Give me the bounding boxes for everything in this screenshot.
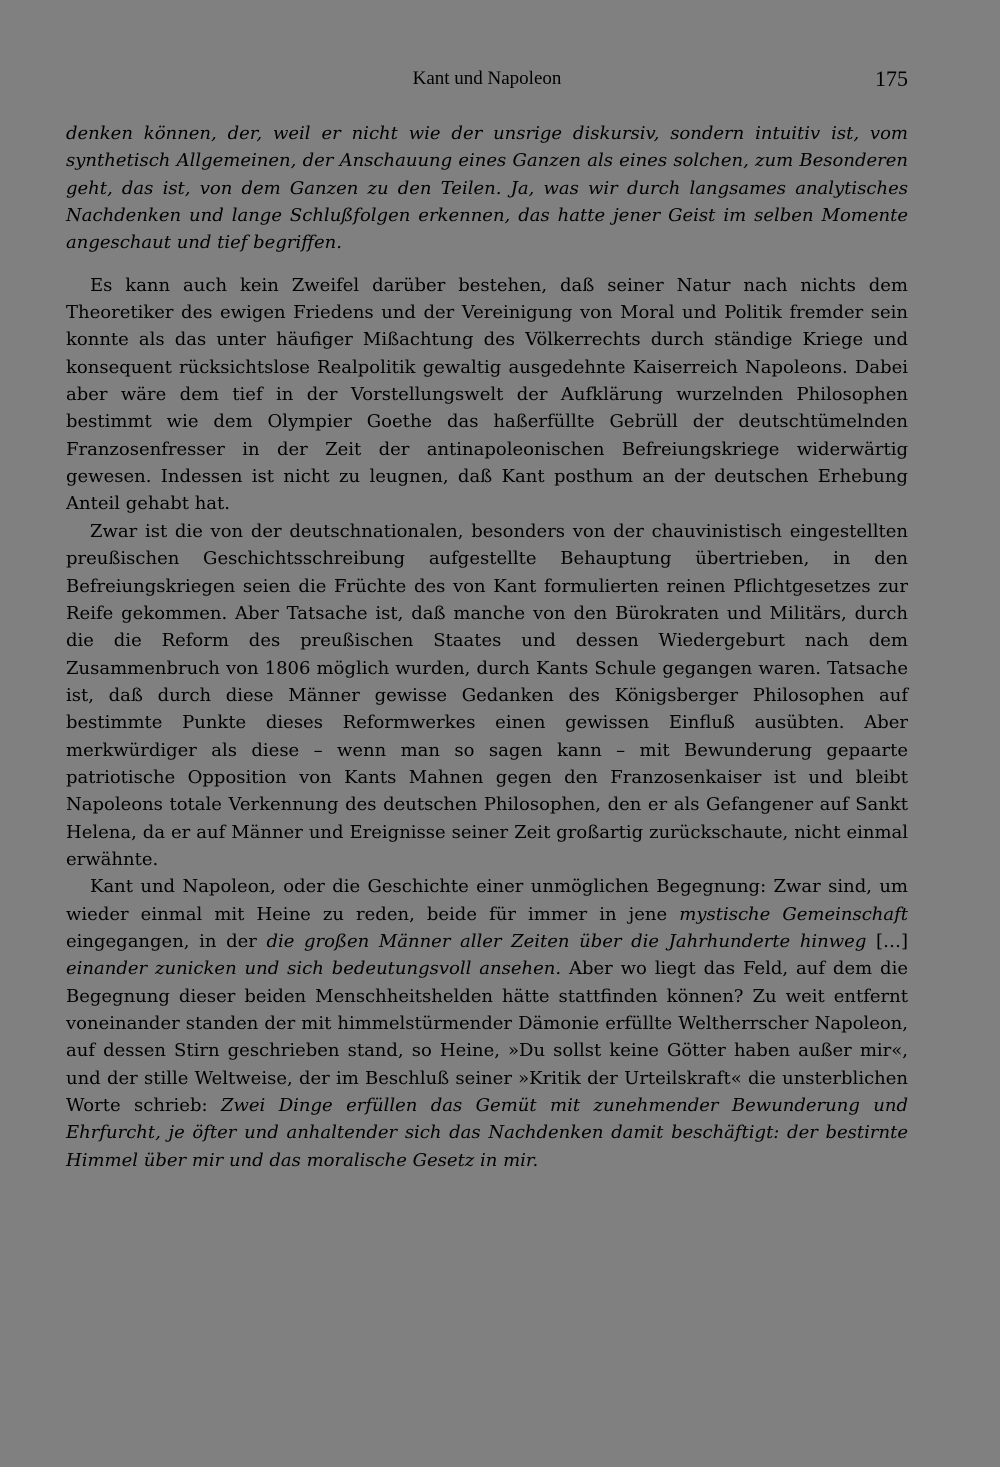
paragraph-2: Es kann auch kein Zweifel darüber bestehen, daß seiner Natur nach nichts dem Theoretiker des ewigen Friedens und der Vereinigung von Moral und Politik fremder sein konnte als das unter häufiger Mißachtung des Völkerrechts durch ständige Kriege und konsequent rücksichtslose Realpolitik gewaltig ausgedehnte Kaiserreich Napoleons. Dabei aber wäre dem tief in der Vorstellungswelt der Aufklärung wurzelnden Philosophen bestimmt wie dem Olympier Goethe das haßerfüllte Gebrüll der deutschtümelnden Franzosenfresser in der Zeit der antinapoleonischen Befreiungskriege widerwärtig gewesen. Indessen ist nicht zu leugnen, daß Kant posthum an der deutschen Erhebung Anteil gehabt hat. — [66, 274, 908, 515]
p4-italic-heine-quote-2: einander zunicken und sich bedeutungsvoll ansehen. — [66, 958, 562, 980]
paragraph-3: Zwar ist die von der deutschnationalen, besonders von der chauvinistisch eingestellten preußischen Geschichtsschreibung aufgestellte Behauptung übertrieben, in den Befreiungskriegen seien die Früchte des von Kant formulierten reinen Pflichtgesetzes zur Reife gekommen. Aber Tatsache ist, daß manche von den Bürokraten und Militärs, durch die die Reform des preußischen Staates und dessen Wiedergeburt nach dem Zusammenbruch von 1806 möglich wurden, durch Kants Schule gegangen waren. Tatsache ist, daß durch diese Männer gewisse Gedanken des Königsberger Philosophen auf bestimmte Punkte dieses Reformwerkes einen gewissen Einfluß ausübten. Aber merkwürdiger als diese – wenn man so sagen kann – mit Bewunderung gepaarte patriotische Opposition von Kants Mahnen gegen den Franzosenkaiser ist und bleibt Napoleons totale Verkennung des deutschen Philosophen, den er als Gefangener auf Sankt Helena, da er auf Männer und Ereignisse seiner Zeit großartig zurückschaute, nicht einmal erwähnte. — [66, 520, 908, 870]
p4-text-2: eingegangen, in der — [66, 930, 267, 952]
running-head — [66, 66, 908, 96]
body-text — [66, 120, 908, 1174]
p4-italic-heine-quote-1: die großen Männer aller Zeiten über die Jahrhunderte hinweg — [266, 930, 867, 952]
p4-text-1: Kant und Napoleon, oder die Geschichte einer unmöglichen Begegnung: Zwar sind, um wieder einmal mit Heine zu reden, beide für immer in jene — [66, 876, 908, 925]
paragraph-quote-continuation: denken können, der, weil er nicht wie der unsrige diskursiv, sondern intuitiv ist, vom synthetisch Allgemeinen, der Anschauung eines Ganzen als eines solchen, zum Besonderen geht, das ist, von dem Ganzen zu den Teilen. Ja, was wir durch langsames analytisches Nachdenken und lange Schlußfolgen erkennen, das hatte jener Geist im selben Momente angeschaut und tief begriffen. — [66, 123, 908, 254]
p4-text-3: Aber wo liegt das Feld, auf dem die Begegnung dieser beiden Menschheitshelden hätte stattfinden können? Zu weit entfernt voneinander standen der mit himmelstürmender Dämonie erfüllte Weltherrscher Napoleon, auf dessen Stirn geschrieben stand, so Heine, »Du sollst keine Götter haben außer mir«, und der stille Weltweise, der im Beschluß seiner »Kritik der Urteilskraft« die unsterblichen Worte schrieb: — [66, 958, 908, 1117]
paragraph-4 — [66, 873, 908, 1174]
page-number: 175 — [875, 66, 908, 91]
running-title: Kant und Napoleon — [412, 68, 562, 89]
p4-ellipsis: […] — [866, 930, 908, 952]
p4-italic-kant-quote: Zwei Dinge erfüllen das Gemüt mit zunehmender Bewunderung und Ehrfurcht, je öfter und anhaltender sich das Nachdenken damit beschäftigt: der bestirnte Himmel über mir und das moralische Gesetz in mir. — [66, 1095, 908, 1171]
p4-italic-mystische-gemeinschaft: mystische Gemeinschaft — [679, 903, 909, 925]
